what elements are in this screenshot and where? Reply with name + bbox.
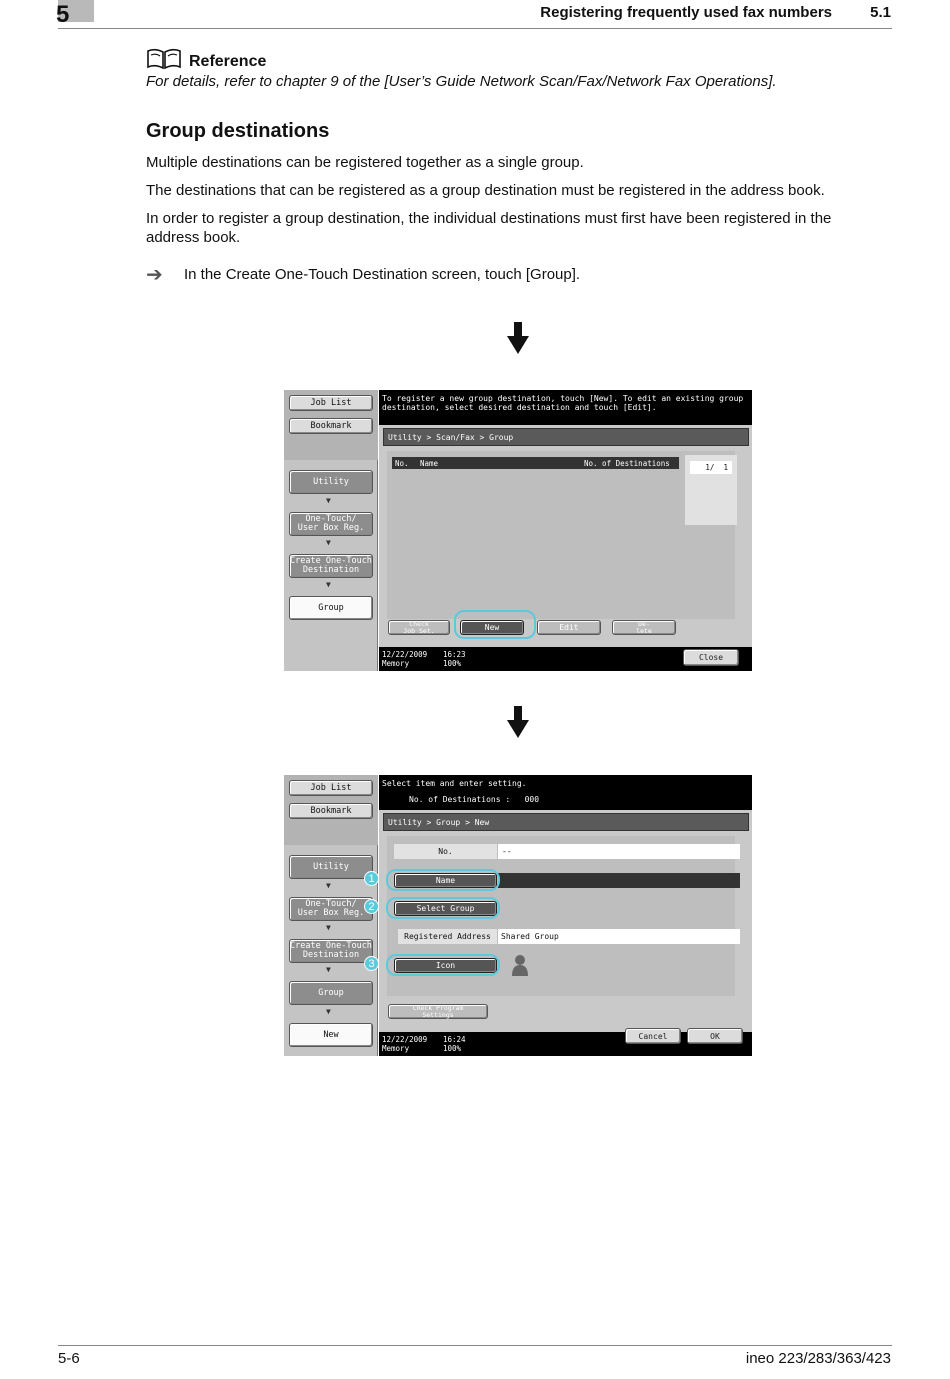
book-icon [146, 48, 182, 70]
model-name: ineo 223/283/363/423 [745, 1350, 891, 1367]
highlight-ring [386, 869, 500, 891]
utility-button[interactable]: Utility [289, 470, 373, 494]
highlight-ring [454, 610, 536, 639]
down-arrow-icon: ▼ [326, 538, 331, 547]
table-header [392, 457, 679, 469]
down-arrow-icon: ▼ [326, 923, 331, 932]
section-title: Group destinations [146, 120, 330, 142]
down-arrow-icon [507, 322, 529, 354]
time: 16:24 [443, 1035, 466, 1044]
paragraph: The destinations that can be registered as a group destination must be registered in the address book. [146, 182, 825, 199]
highlight-ring [386, 954, 500, 976]
callout-1: 1 [364, 871, 379, 886]
delete-button[interactable]: De- lete [612, 620, 676, 635]
down-arrow-icon: ▼ [326, 881, 331, 890]
date: 12/22/2009 [382, 1035, 428, 1044]
create-one-touch-button[interactable]: Create One-Touch Destination [289, 554, 373, 578]
bookmark-button[interactable]: Bookmark [289, 803, 373, 819]
one-touch-button[interactable]: One-Touch/ User Box Reg. [289, 512, 373, 536]
destination-count: No. of Destinations : 000 [409, 795, 540, 804]
header-section: 5.1 [870, 4, 891, 21]
column-name: Name [420, 459, 439, 468]
callout-3: 3 [364, 956, 379, 971]
icon-button[interactable]: Icon [394, 958, 497, 973]
left-panel [284, 775, 378, 1056]
chapter-number: 5 [56, 1, 70, 28]
edit-button[interactable]: Edit [537, 620, 601, 635]
job-list-button[interactable]: Job List [289, 780, 373, 796]
group-list-screen [284, 390, 752, 671]
no-label: No. [394, 844, 497, 859]
instruction-message [379, 775, 752, 810]
step-arrow-icon: ➔ [146, 264, 163, 286]
reference-title: Reference [189, 53, 267, 70]
page-indicator: 1/ 1 [690, 461, 732, 474]
header-title: Registering frequently used fax numbers [540, 4, 832, 21]
check-job-settings-button[interactable]: Check Job Set. [388, 620, 450, 635]
new-group-screen [284, 775, 752, 1056]
instruction-message: To register a new group destination, touch [New]. To edit an existing group destination, select desired destination and touch [Edit]. [379, 390, 752, 425]
memory-label: Memory [382, 1043, 410, 1053]
registered-address-value: Shared Group [498, 929, 740, 944]
one-touch-button[interactable]: One-Touch/ User Box Reg. [289, 897, 373, 921]
left-panel [284, 390, 378, 671]
select-group-button[interactable]: Select Group [394, 901, 497, 916]
reference-text: For details, refer to chapter 9 of the [User’s Guide Network Scan/Fax/Network Fax Operations]. [146, 73, 777, 90]
header-rule [58, 28, 892, 29]
new-button[interactable]: New [460, 620, 524, 635]
ok-button[interactable]: OK [687, 1028, 743, 1044]
main-area [379, 425, 752, 647]
breadcrumb: Utility > Scan/Fax > Group [383, 428, 749, 446]
utility-button[interactable]: Utility [289, 855, 373, 879]
create-one-touch-button[interactable]: Create One-Touch Destination [289, 939, 373, 963]
step-text: In the Create One-Touch Destination screen, touch [Group]. [184, 266, 581, 283]
name-value-field [498, 873, 740, 888]
breadcrumb: Utility > Group > New [383, 813, 749, 831]
list-panel [387, 451, 735, 619]
down-arrow-icon: ▼ [326, 496, 331, 505]
job-list-button[interactable]: Job List [289, 395, 373, 411]
memory-label: Memory [382, 658, 410, 668]
date: 12/22/2009 [382, 650, 428, 659]
group-button[interactable]: Group [289, 596, 373, 620]
page-number: 5-6 [58, 1350, 80, 1367]
down-arrow-icon: ▼ [326, 580, 331, 589]
callout-2: 2 [364, 899, 379, 914]
new-nav-button[interactable]: New [289, 1023, 373, 1047]
status-bar [379, 1032, 752, 1056]
down-arrow-icon [507, 706, 529, 738]
paragraph: In order to register a group destination, the individual destinations must first have been registered in the address book. [146, 210, 832, 246]
group-button[interactable]: Group [289, 981, 373, 1005]
main-area [379, 810, 752, 1032]
memory-value: 100% [443, 658, 462, 668]
column-destinations: No. of Destinations [584, 459, 670, 468]
message-line: Select item and enter setting. [382, 779, 527, 788]
footer-rule [58, 1345, 892, 1346]
cancel-button[interactable]: Cancel [625, 1028, 681, 1044]
memory-value: 100% [443, 1043, 462, 1053]
person-icon [512, 954, 528, 976]
bookmark-button[interactable]: Bookmark [289, 418, 373, 434]
no-value: -- [498, 844, 740, 859]
page-panel [685, 455, 737, 525]
down-arrow-icon: ▼ [326, 1007, 331, 1016]
close-button[interactable]: Close [683, 649, 739, 666]
highlight-ring [386, 897, 500, 919]
status-bar [379, 647, 752, 671]
down-arrow-icon: ▼ [326, 965, 331, 974]
column-no: No. [395, 459, 409, 468]
check-program-settings-button[interactable]: Check Program Settings [388, 1004, 488, 1019]
paragraph: Multiple destinations can be registered together as a single group. [146, 154, 584, 171]
time: 16:23 [443, 650, 466, 659]
registered-address-label: Registered Address [398, 929, 497, 944]
name-button[interactable]: Name [394, 873, 497, 888]
